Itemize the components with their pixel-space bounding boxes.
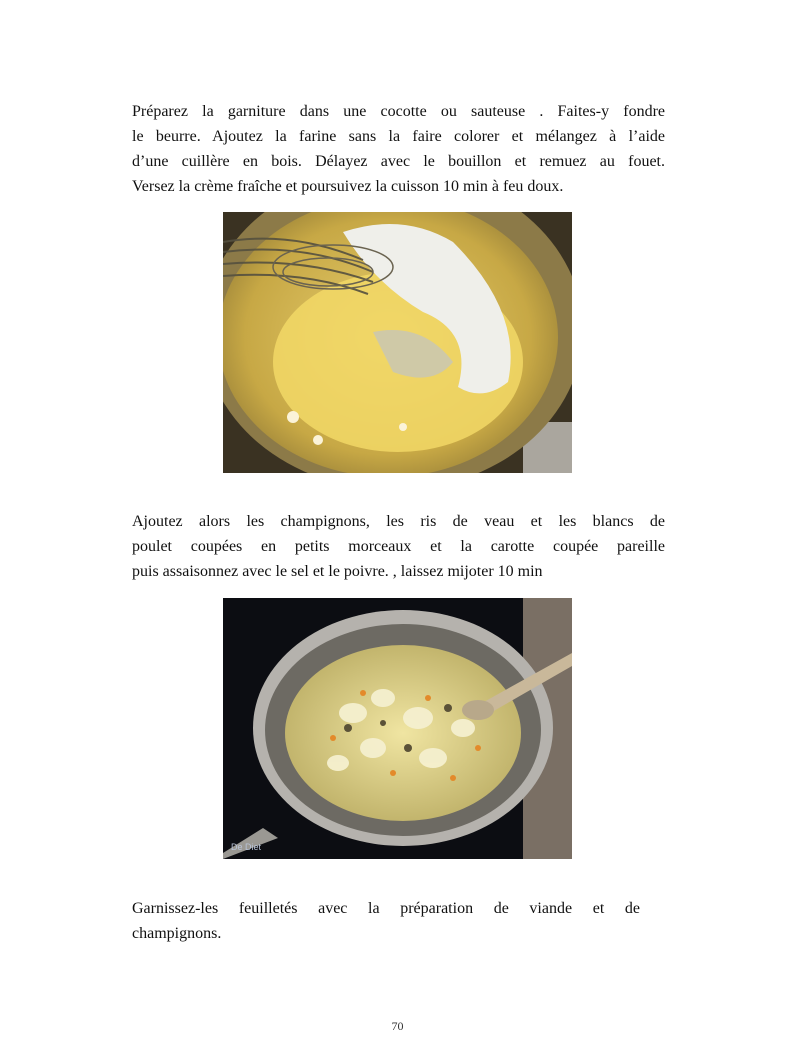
text-line: champignons. — [132, 925, 222, 942]
text-line: d’une cuillère en bois. Délayez avec le bouillon et remuez au fouet. — [132, 153, 665, 170]
text-line: puis assaisonnez avec le sel et le poivre. , laissez mijoter 10 min — [132, 563, 543, 580]
paragraph-roux-preparation — [132, 99, 665, 199]
text-line: poulet coupées en petits morceaux et la carotte coupée pareille — [132, 538, 665, 555]
photo-roux-in-pan — [223, 212, 572, 473]
text-line: le beurre. Ajoutez la farine sans la faire colorer et mélangez à l’aide — [132, 128, 665, 145]
photo-creamy-filling-in-pan — [223, 598, 572, 859]
text-line: Garnissez-les feuilletés avec la préparation de viande et de — [132, 900, 640, 917]
stovetop-brand-text: De Diet — [231, 842, 262, 852]
roux-whisk-image — [223, 212, 572, 473]
page-number: 70 — [391, 1019, 404, 1033]
text-line: Préparez la garniture dans une cocotte ou sauteuse . Faites-y fondre — [132, 103, 665, 120]
filling-pan-image — [223, 598, 572, 859]
paragraph-add-ingredients — [132, 509, 665, 584]
text-line: Versez la crème fraîche et poursuivez la cuisson 10 min à feu doux. — [132, 178, 564, 195]
paragraph-garnish-pastries — [132, 896, 640, 946]
text-line: Ajoutez alors les champignons, les ris de veau et les blancs de — [132, 513, 665, 530]
